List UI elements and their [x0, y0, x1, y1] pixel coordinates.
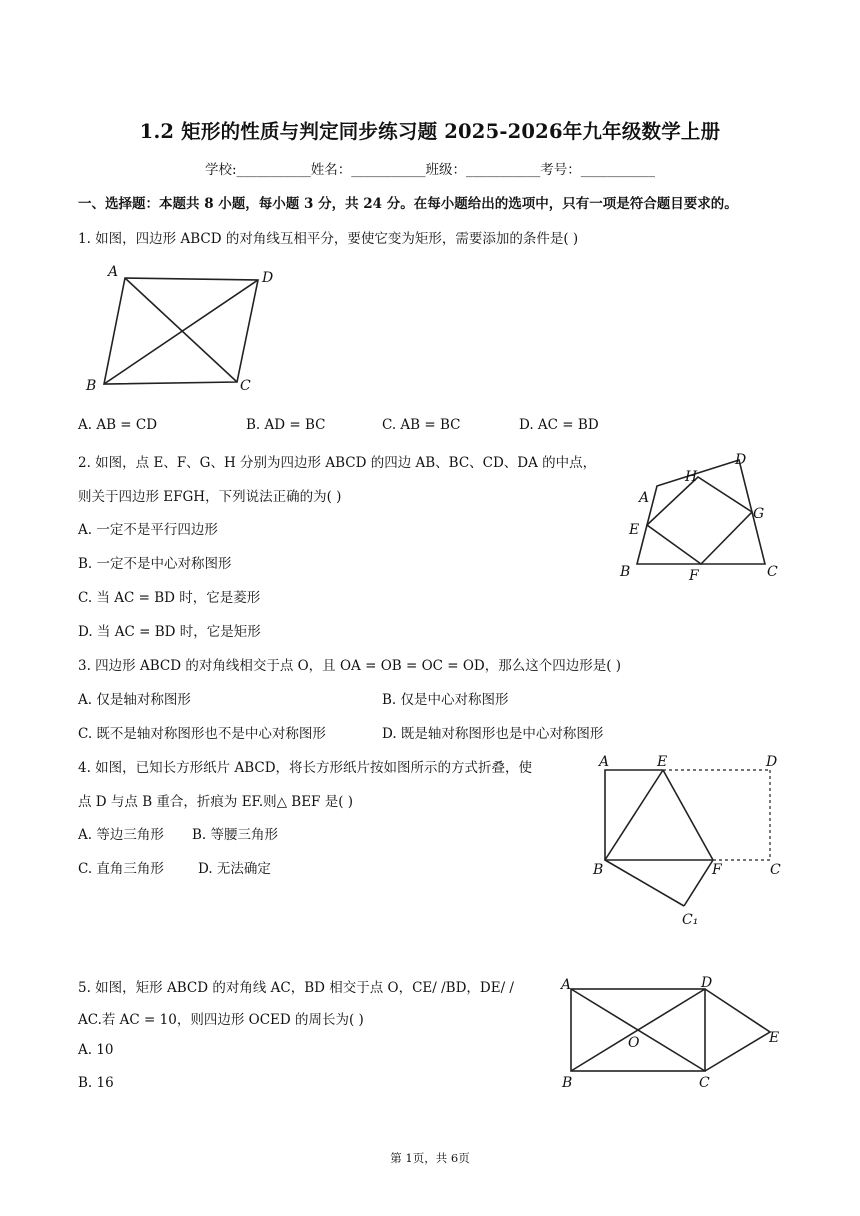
- q2-stem-line1: 2. 如图，点 E、F、G、H 分别为四边形 ABCD 的四边 AB、BC、CD、DA 的中点，: [78, 455, 597, 471]
- q3-option-c: C. 既不是轴对称图形也不是中心对称图形: [78, 726, 326, 742]
- q5-stem-line2: AC.若 AC = 10，则四边形 OCED 的周长为( ): [78, 1012, 364, 1028]
- q4-option-c: C. 直角三角形: [78, 861, 164, 877]
- page-title: 1.2 矩形的性质与判定同步练习题 2025-2026年九年级数学上册: [139, 120, 721, 143]
- q4-option-a: A. 等边三角形: [78, 827, 164, 843]
- q5-label-a: A: [561, 977, 572, 993]
- q1-label-c: C: [240, 378, 251, 394]
- q2-label-f: F: [689, 568, 699, 584]
- q4-label-c: C: [770, 862, 781, 878]
- q2-option-d: D. 当 AC = BD 时，它是矩形: [78, 624, 261, 640]
- q1-label-d: D: [262, 270, 274, 286]
- q2-option-c: C. 当 AC = BD 时，它是菱形: [78, 590, 261, 606]
- student-info-line: 学校:___________姓名：___________班级：___________考号：___________: [204, 162, 656, 178]
- section-heading: 一、选择题：本题共 8 小题，每小题 3 分，共 24 分。在每小题给出的选项中，只有一项是符合题目要求的。: [78, 196, 738, 212]
- q2-figure: [615, 448, 790, 588]
- q2-option-b: B. 一定不是中心对称图形: [78, 556, 232, 572]
- q4-label-a: A: [599, 754, 610, 770]
- q1-option-d: D. AC = BD: [519, 417, 599, 433]
- q1-label-a: A: [108, 264, 119, 280]
- q2-label-d: D: [735, 452, 747, 468]
- q4-label-e: E: [657, 754, 668, 770]
- q2-label-b: B: [620, 564, 631, 580]
- q2-label-e: E: [629, 522, 640, 538]
- q4-figure: [590, 750, 790, 935]
- page-footer: 第 1页，共 6页: [390, 1151, 470, 1165]
- q5-option-a: A. 10: [78, 1042, 114, 1058]
- q3-stem: 3. 四边形 ABCD 的对角线相交于点 O，且 OA = OB = OC = OD，那么这个四边形是( ): [78, 658, 622, 674]
- q4-option-d: D. 无法确定: [198, 861, 271, 877]
- q5-stem-line1: 5. 如图，矩形 ABCD 的对角线 AC，BD 相交于点 O，CE/ /BD，DE/ /: [78, 980, 514, 996]
- q1-figure: [80, 258, 290, 398]
- q2-label-h: H: [685, 469, 698, 485]
- q2-label-a: A: [639, 490, 650, 506]
- q5-figure: [555, 970, 785, 1095]
- q5-label-d: D: [701, 975, 713, 991]
- q5-label-b: B: [562, 1075, 573, 1091]
- q4-label-b: B: [593, 862, 604, 878]
- q5-label-c: C: [699, 1075, 710, 1091]
- q2-stem-line2: 则关于四边形 EFGH，下列说法正确的为( ): [78, 489, 342, 505]
- q4-stem-line1: 4. 如图，已知长方形纸片 ABCD，将长方形纸片按如图所示的方式折叠，使: [78, 760, 533, 776]
- q1-stem: 1. 如图，四边形 ABCD 的对角线互相平分，要使它变为矩形，需要添加的条件是( ): [78, 231, 579, 247]
- q5-option-b: B. 16: [78, 1075, 114, 1091]
- q4-label-d: D: [766, 754, 778, 770]
- q1-option-a: A. AB = CD: [78, 417, 158, 433]
- q4-label-c1: C₁: [682, 912, 699, 928]
- q4-label-f: F: [712, 862, 722, 878]
- q5-label-o: O: [628, 1035, 640, 1051]
- q4-option-b: B. 等腰三角形: [192, 827, 279, 843]
- q2-option-a: A. 一定不是平行四边形: [78, 522, 218, 538]
- q4-stem-line2: 点 D 与点 B 重合，折痕为 EF.则△ BEF 是( ): [78, 794, 354, 810]
- q3-option-b: B. 仅是中心对称图形: [382, 692, 509, 708]
- q1-option-c: C. AB = BC: [382, 417, 461, 433]
- q1-label-b: B: [86, 378, 97, 394]
- q3-option-a: A. 仅是轴对称图形: [78, 692, 191, 708]
- q2-label-g: G: [753, 506, 765, 522]
- q5-label-e: E: [769, 1030, 780, 1046]
- q1-option-b: B. AD = BC: [246, 417, 326, 433]
- q2-label-c: C: [767, 564, 778, 580]
- q3-option-d: D. 既是轴对称图形也是中心对称图形: [382, 726, 604, 742]
